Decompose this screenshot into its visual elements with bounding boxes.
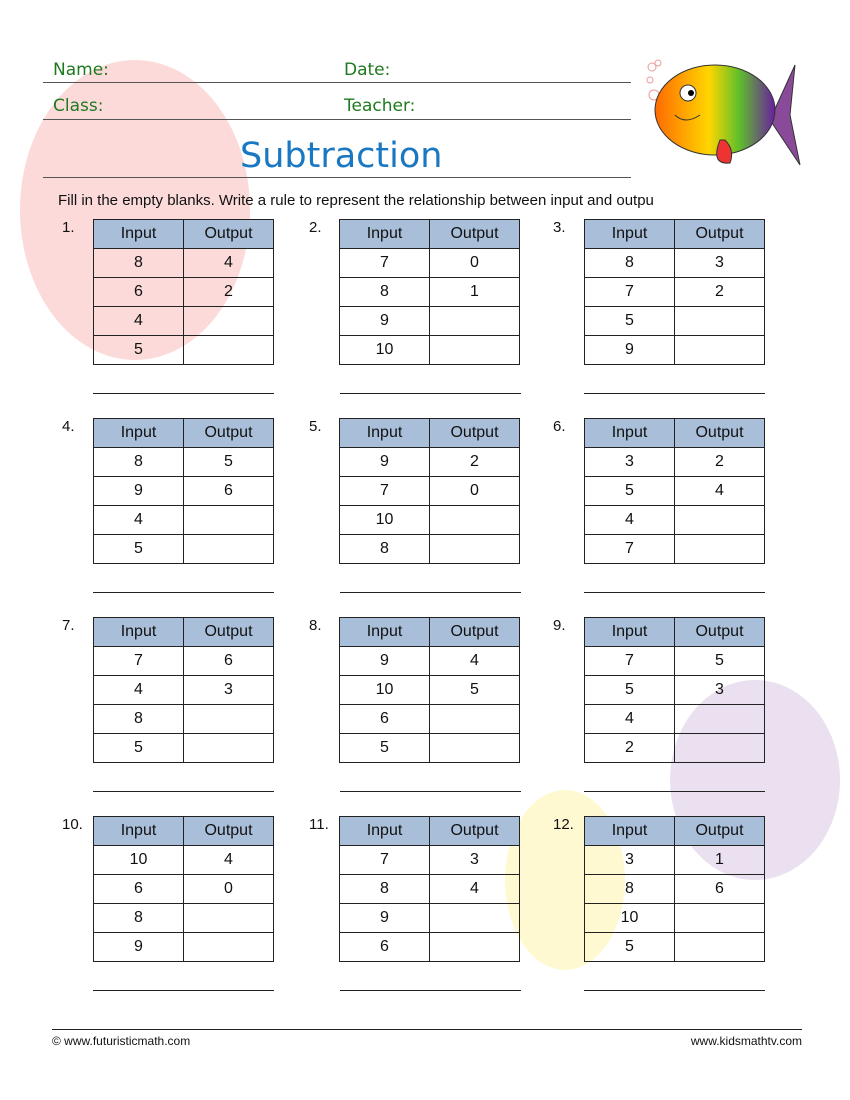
input-header: Input bbox=[585, 220, 675, 249]
table-row bbox=[585, 904, 765, 933]
table-header-row bbox=[94, 419, 274, 448]
input-header: Input bbox=[585, 618, 675, 647]
output-cell: 2 bbox=[675, 448, 765, 477]
input-output-table bbox=[339, 219, 520, 365]
output-cell: 1 bbox=[430, 278, 520, 307]
table-row bbox=[585, 307, 765, 336]
output-cell[interactable] bbox=[675, 307, 765, 336]
table-row bbox=[340, 734, 520, 763]
output-header: Output bbox=[675, 817, 765, 846]
table-row bbox=[94, 278, 274, 307]
table-row bbox=[340, 535, 520, 564]
output-cell: 0 bbox=[430, 249, 520, 278]
output-header: Output bbox=[675, 220, 765, 249]
input-cell: 8 bbox=[340, 535, 430, 564]
problem-1 bbox=[62, 219, 302, 409]
problem-2 bbox=[309, 219, 549, 409]
table-header-row bbox=[585, 220, 765, 249]
input-header: Input bbox=[94, 419, 184, 448]
name-date-line bbox=[43, 82, 631, 83]
problem-number: 10. bbox=[62, 816, 83, 833]
input-output-table bbox=[584, 816, 765, 962]
input-cell: 10 bbox=[340, 506, 430, 535]
input-cell: 9 bbox=[340, 904, 430, 933]
output-cell: 3 bbox=[675, 249, 765, 278]
rule-answer-line[interactable] bbox=[584, 791, 765, 792]
input-header: Input bbox=[340, 419, 430, 448]
input-cell: 5 bbox=[585, 933, 675, 962]
rule-answer-line[interactable] bbox=[340, 592, 521, 593]
table-row bbox=[94, 448, 274, 477]
input-cell: 7 bbox=[340, 249, 430, 278]
input-cell: 4 bbox=[585, 506, 675, 535]
input-cell: 9 bbox=[340, 307, 430, 336]
problem-number: 11. bbox=[309, 816, 329, 833]
problem-number: 3. bbox=[553, 219, 566, 236]
table-row bbox=[585, 705, 765, 734]
page-title: Subtraction bbox=[240, 136, 443, 176]
output-cell: 3 bbox=[184, 676, 274, 705]
rule-answer-line[interactable] bbox=[340, 393, 521, 394]
rule-answer-line[interactable] bbox=[584, 990, 765, 991]
fish-illustration bbox=[640, 55, 810, 170]
table-row bbox=[94, 846, 274, 875]
input-cell: 3 bbox=[585, 846, 675, 875]
input-header: Input bbox=[585, 419, 675, 448]
table-row bbox=[94, 705, 274, 734]
table-row bbox=[585, 933, 765, 962]
table-row bbox=[340, 647, 520, 676]
input-cell: 5 bbox=[94, 734, 184, 763]
output-header: Output bbox=[430, 817, 520, 846]
input-output-table bbox=[339, 816, 520, 962]
input-header: Input bbox=[94, 618, 184, 647]
problem-4 bbox=[62, 418, 302, 608]
table-header-row bbox=[94, 618, 274, 647]
problem-5 bbox=[309, 418, 549, 608]
input-cell: 6 bbox=[94, 875, 184, 904]
problem-number: 6. bbox=[553, 418, 566, 435]
input-cell: 8 bbox=[94, 448, 184, 477]
output-header: Output bbox=[184, 817, 274, 846]
output-cell: 5 bbox=[184, 448, 274, 477]
input-cell: 8 bbox=[340, 278, 430, 307]
table-row bbox=[94, 336, 274, 365]
input-cell: 7 bbox=[585, 647, 675, 676]
problem-6 bbox=[553, 418, 793, 608]
input-cell: 10 bbox=[340, 336, 430, 365]
input-cell: 9 bbox=[340, 448, 430, 477]
output-cell: 0 bbox=[430, 477, 520, 506]
output-cell: 6 bbox=[675, 875, 765, 904]
output-cell[interactable] bbox=[675, 535, 765, 564]
problem-10 bbox=[62, 816, 302, 1006]
input-header: Input bbox=[340, 817, 430, 846]
output-cell[interactable] bbox=[675, 734, 765, 763]
output-cell[interactable] bbox=[184, 535, 274, 564]
table-row bbox=[340, 477, 520, 506]
input-cell: 8 bbox=[340, 875, 430, 904]
input-output-table bbox=[93, 816, 274, 962]
table-header-row bbox=[94, 220, 274, 249]
input-cell: 5 bbox=[585, 307, 675, 336]
rule-answer-line[interactable] bbox=[584, 592, 765, 593]
output-cell: 4 bbox=[184, 846, 274, 875]
input-cell: 7 bbox=[585, 535, 675, 564]
table-row bbox=[94, 933, 274, 962]
output-cell[interactable] bbox=[675, 506, 765, 535]
table-row bbox=[340, 278, 520, 307]
output-cell[interactable] bbox=[184, 336, 274, 365]
table-row bbox=[340, 676, 520, 705]
table-row bbox=[585, 535, 765, 564]
title-line bbox=[43, 177, 631, 178]
input-cell: 5 bbox=[94, 535, 184, 564]
input-cell: 2 bbox=[585, 734, 675, 763]
input-cell: 6 bbox=[340, 705, 430, 734]
table-row bbox=[340, 875, 520, 904]
input-cell: 8 bbox=[585, 249, 675, 278]
output-cell: 4 bbox=[430, 875, 520, 904]
problem-11 bbox=[309, 816, 549, 1006]
output-cell: 3 bbox=[675, 676, 765, 705]
table-row bbox=[340, 336, 520, 365]
table-row bbox=[585, 249, 765, 278]
input-output-table bbox=[584, 219, 765, 365]
table-header-row bbox=[340, 220, 520, 249]
table-row bbox=[94, 647, 274, 676]
table-row bbox=[585, 506, 765, 535]
table-row bbox=[585, 676, 765, 705]
table-row bbox=[340, 846, 520, 875]
problem-number: 2. bbox=[309, 219, 322, 236]
problem-number: 5. bbox=[309, 418, 322, 435]
output-cell: 2 bbox=[430, 448, 520, 477]
output-cell: 4 bbox=[184, 249, 274, 278]
output-cell[interactable] bbox=[430, 904, 520, 933]
table-row bbox=[94, 535, 274, 564]
table-header-row bbox=[340, 419, 520, 448]
footer-right: www.kidsmathtv.com bbox=[690, 1034, 802, 1048]
table-row bbox=[340, 705, 520, 734]
input-header: Input bbox=[340, 618, 430, 647]
rule-answer-line[interactable] bbox=[340, 990, 521, 991]
class-teacher-line bbox=[43, 119, 631, 120]
input-output-table bbox=[584, 418, 765, 564]
table-row bbox=[340, 249, 520, 278]
footer-line bbox=[52, 1029, 802, 1030]
table-row bbox=[585, 336, 765, 365]
table-row bbox=[340, 448, 520, 477]
input-cell: 7 bbox=[94, 647, 184, 676]
input-cell: 8 bbox=[94, 249, 184, 278]
output-cell[interactable] bbox=[184, 506, 274, 535]
class-label: Class: bbox=[53, 96, 104, 116]
output-cell: 3 bbox=[430, 846, 520, 875]
input-cell: 6 bbox=[340, 933, 430, 962]
output-header: Output bbox=[430, 419, 520, 448]
table-row bbox=[340, 933, 520, 962]
input-output-table bbox=[339, 418, 520, 564]
input-header: Input bbox=[94, 817, 184, 846]
table-header-row bbox=[585, 817, 765, 846]
problem-9 bbox=[553, 617, 793, 807]
input-cell: 9 bbox=[94, 477, 184, 506]
output-cell: 6 bbox=[184, 647, 274, 676]
input-cell: 4 bbox=[94, 506, 184, 535]
rule-answer-line[interactable] bbox=[340, 791, 521, 792]
input-cell: 7 bbox=[585, 278, 675, 307]
output-header: Output bbox=[430, 618, 520, 647]
problem-number: 4. bbox=[62, 418, 75, 435]
output-cell[interactable] bbox=[184, 307, 274, 336]
table-header-row bbox=[340, 817, 520, 846]
table-row bbox=[585, 278, 765, 307]
input-cell: 5 bbox=[585, 676, 675, 705]
problem-12 bbox=[553, 816, 793, 1006]
output-cell: 4 bbox=[675, 477, 765, 506]
output-cell[interactable] bbox=[430, 336, 520, 365]
input-header: Input bbox=[340, 220, 430, 249]
output-cell: 5 bbox=[675, 647, 765, 676]
input-header: Input bbox=[94, 220, 184, 249]
problem-number: 9. bbox=[553, 617, 566, 634]
problem-number: 7. bbox=[62, 617, 75, 634]
output-cell[interactable] bbox=[430, 506, 520, 535]
output-cell[interactable] bbox=[430, 933, 520, 962]
input-cell: 10 bbox=[94, 846, 184, 875]
rule-answer-line[interactable] bbox=[93, 393, 274, 394]
input-cell: 6 bbox=[94, 278, 184, 307]
instructions: Fill in the empty blanks. Write a rule to represent the relationship between input and outpu bbox=[58, 192, 654, 209]
output-cell: 1 bbox=[675, 846, 765, 875]
output-cell[interactable] bbox=[430, 705, 520, 734]
input-cell: 8 bbox=[585, 875, 675, 904]
rule-answer-line[interactable] bbox=[584, 393, 765, 394]
input-cell: 5 bbox=[94, 336, 184, 365]
date-label: Date: bbox=[344, 60, 391, 80]
output-cell[interactable] bbox=[675, 705, 765, 734]
table-row bbox=[585, 477, 765, 506]
input-output-table bbox=[93, 219, 274, 365]
name-label: Name: bbox=[53, 60, 109, 80]
table-row bbox=[94, 477, 274, 506]
output-cell[interactable] bbox=[184, 933, 274, 962]
input-cell: 7 bbox=[340, 846, 430, 875]
rule-answer-line[interactable] bbox=[93, 990, 274, 991]
output-cell[interactable] bbox=[430, 535, 520, 564]
input-cell: 7 bbox=[340, 477, 430, 506]
output-header: Output bbox=[184, 419, 274, 448]
output-header: Output bbox=[430, 220, 520, 249]
input-cell: 3 bbox=[585, 448, 675, 477]
table-row bbox=[94, 307, 274, 336]
rule-answer-line[interactable] bbox=[93, 592, 274, 593]
output-header: Output bbox=[184, 618, 274, 647]
input-output-table bbox=[584, 617, 765, 763]
output-cell[interactable] bbox=[675, 336, 765, 365]
output-cell[interactable] bbox=[675, 933, 765, 962]
table-header-row bbox=[585, 618, 765, 647]
table-row bbox=[94, 904, 274, 933]
output-header: Output bbox=[184, 220, 274, 249]
input-output-table bbox=[93, 617, 274, 763]
output-cell[interactable] bbox=[184, 734, 274, 763]
output-cell[interactable] bbox=[430, 307, 520, 336]
table-row bbox=[94, 249, 274, 278]
output-cell[interactable] bbox=[184, 705, 274, 734]
table-row bbox=[585, 734, 765, 763]
output-cell: 4 bbox=[430, 647, 520, 676]
problem-3 bbox=[553, 219, 793, 409]
input-cell: 8 bbox=[94, 904, 184, 933]
problem-number: 1. bbox=[62, 219, 75, 236]
table-row bbox=[340, 506, 520, 535]
table-row bbox=[94, 676, 274, 705]
table-row bbox=[585, 875, 765, 904]
output-cell: 0 bbox=[184, 875, 274, 904]
input-cell: 8 bbox=[94, 705, 184, 734]
problem-7 bbox=[62, 617, 302, 807]
table-row bbox=[340, 307, 520, 336]
input-cell: 5 bbox=[585, 477, 675, 506]
input-cell: 5 bbox=[340, 734, 430, 763]
input-cell: 4 bbox=[94, 307, 184, 336]
table-header-row bbox=[585, 419, 765, 448]
problem-number: 8. bbox=[309, 617, 322, 634]
table-row bbox=[94, 506, 274, 535]
table-row bbox=[94, 734, 274, 763]
input-output-table bbox=[339, 617, 520, 763]
input-cell: 4 bbox=[94, 676, 184, 705]
table-row bbox=[585, 846, 765, 875]
table-row bbox=[340, 904, 520, 933]
output-header: Output bbox=[675, 419, 765, 448]
input-header: Input bbox=[585, 817, 675, 846]
table-header-row bbox=[340, 618, 520, 647]
input-cell: 9 bbox=[585, 336, 675, 365]
input-cell: 9 bbox=[94, 933, 184, 962]
problem-number: 12. bbox=[553, 816, 574, 833]
table-row bbox=[94, 875, 274, 904]
input-output-table bbox=[93, 418, 274, 564]
problem-8 bbox=[309, 617, 549, 807]
input-cell: 10 bbox=[340, 676, 430, 705]
input-cell: 9 bbox=[340, 647, 430, 676]
output-cell[interactable] bbox=[430, 734, 520, 763]
output-cell: 6 bbox=[184, 477, 274, 506]
output-cell: 5 bbox=[430, 676, 520, 705]
output-header: Output bbox=[675, 618, 765, 647]
table-header-row bbox=[94, 817, 274, 846]
input-cell: 10 bbox=[585, 904, 675, 933]
output-cell[interactable] bbox=[184, 904, 274, 933]
input-cell: 4 bbox=[585, 705, 675, 734]
output-cell: 2 bbox=[675, 278, 765, 307]
table-row bbox=[585, 448, 765, 477]
footer-left: © www.futuristicmath.com bbox=[52, 1034, 191, 1048]
output-cell[interactable] bbox=[675, 904, 765, 933]
output-cell: 2 bbox=[184, 278, 274, 307]
rule-answer-line[interactable] bbox=[93, 791, 274, 792]
table-row bbox=[585, 647, 765, 676]
teacher-label: Teacher: bbox=[344, 96, 416, 116]
